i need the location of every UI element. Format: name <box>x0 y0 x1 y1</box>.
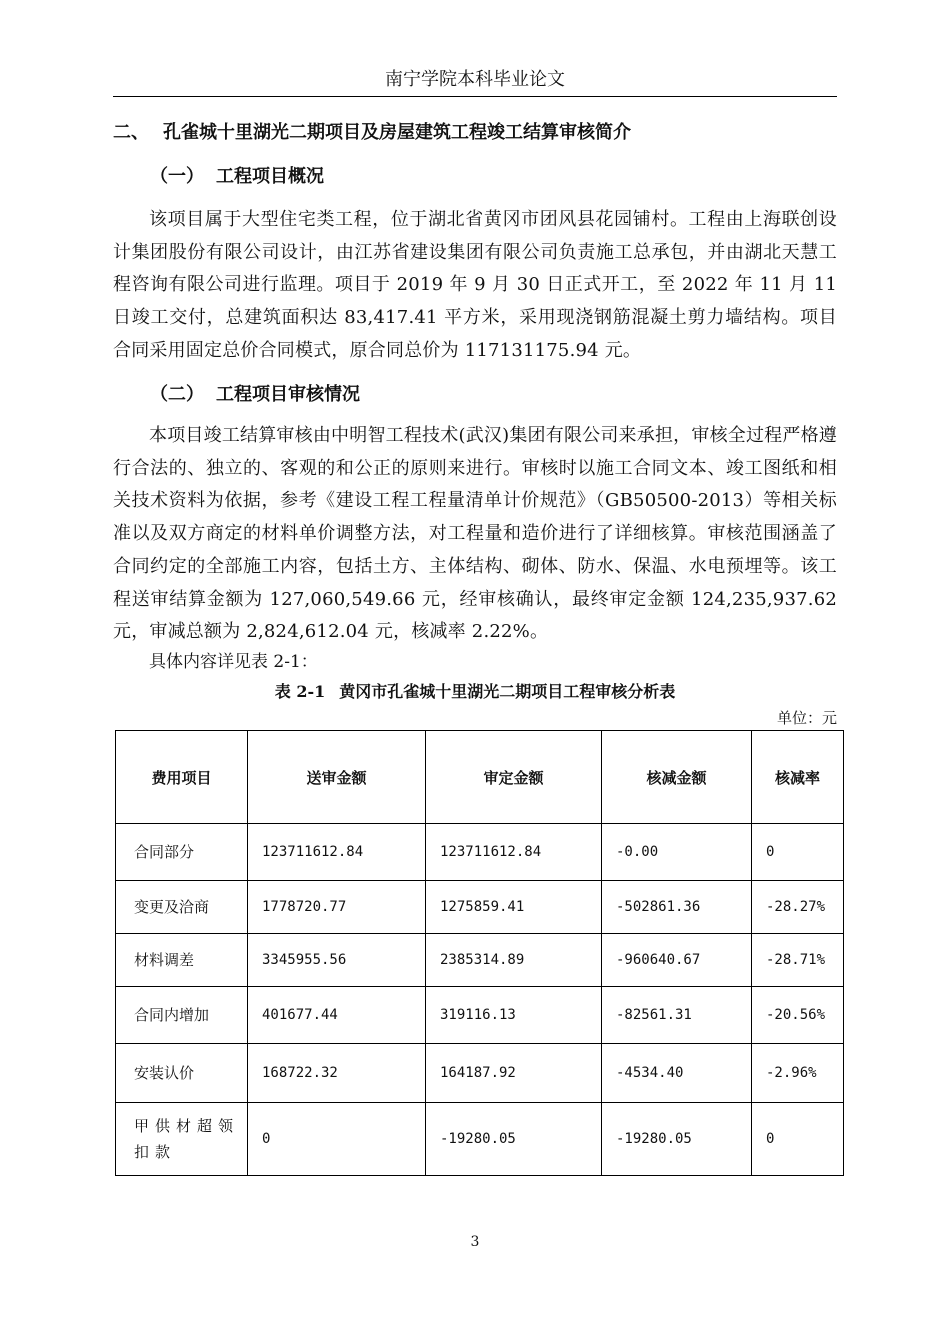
subsection-heading-1 <box>150 162 324 192</box>
table-cell: -4534.40 <box>602 1044 752 1103</box>
column-header: 审定金额 <box>426 731 602 824</box>
section-heading <box>113 118 837 148</box>
table-cell: 0 <box>752 824 844 881</box>
subsection-title-2: 工程项目审核情况 <box>216 384 360 405</box>
table-cell: 材料调差 <box>116 934 248 987</box>
table-cell: 168722.32 <box>248 1044 426 1103</box>
table-cell: -502861.36 <box>602 881 752 934</box>
table-cell: -28.27% <box>752 881 844 934</box>
table-cell: -2.96% <box>752 1044 844 1103</box>
audit-analysis-table <box>115 730 844 1176</box>
table-cell: -20.56% <box>752 987 844 1044</box>
table-row <box>116 1044 844 1103</box>
table-cell: 0 <box>248 1103 426 1176</box>
table-cell: 123711612.84 <box>248 824 426 881</box>
table-row <box>116 824 844 881</box>
table-cell: 123711612.84 <box>426 824 602 881</box>
table-row <box>116 881 844 934</box>
subsection-heading-2 <box>150 380 360 410</box>
section-number: 二、 <box>113 122 149 143</box>
table-cell: 安装认价 <box>116 1044 248 1103</box>
table-row <box>116 987 844 1044</box>
column-header: 送审金额 <box>248 731 426 824</box>
table-cell: 变更及洽商 <box>116 881 248 934</box>
table-cell: 1778720.77 <box>248 881 426 934</box>
table-caption-text: 黄冈市孔雀城十里湖光二期项目工程审核分析表 <box>339 682 676 701</box>
column-header: 核减金额 <box>602 731 752 824</box>
table-cell: -19280.05 <box>602 1103 752 1176</box>
subsection-number-2: （二） <box>150 384 204 405</box>
subsection-title-1: 工程项目概况 <box>216 166 324 187</box>
header-divider <box>113 96 837 97</box>
column-header: 核减率 <box>752 731 844 824</box>
table-row <box>116 1103 844 1176</box>
table-cell: 2385314.89 <box>426 934 602 987</box>
table-cell: 164187.92 <box>426 1044 602 1103</box>
subsection-number-1: （一） <box>150 166 204 187</box>
table-cell: 1275859.41 <box>426 881 602 934</box>
page-number: 3 <box>470 1234 480 1250</box>
table-cell: 319116.13 <box>426 987 602 1044</box>
table-header-row <box>116 731 844 824</box>
table-cell: -82561.31 <box>602 987 752 1044</box>
section-title: 孔雀城十里湖光二期项目及房屋建筑工程竣工结算审核简介 <box>163 122 631 143</box>
table-cell: -19280.05 <box>426 1103 602 1176</box>
table-cell: 401677.44 <box>248 987 426 1044</box>
table-cell: -0.00 <box>602 824 752 881</box>
table-cell: 0 <box>752 1103 844 1176</box>
project-overview-paragraph: 该项目属于大型住宅类工程，位于湖北省黄冈市团风县花园铺村。工程由上海联创设计集团股份有限公司设计，由江苏省建设集团有限公司负责施工总承包，并由湖北天慧工程咨询有限公司进行监理。项目于 2019 年 9 月 30 日正式开工，至 2022 年 11 月 11 日竣工交付，总建筑面积达 83,417.41 平方米，采用现浇钢筋混凝土剪力墙结构。项目合同采用固定总价合同模式，原合同总价为 117131175.94 元。 <box>113 209 837 361</box>
table-cell: 3345955.56 <box>248 934 426 987</box>
table-cell: -960640.67 <box>602 934 752 987</box>
table-reference-text: 具体内容详见表 2-1： <box>149 652 318 672</box>
table-row <box>116 934 844 987</box>
table-caption <box>113 678 837 706</box>
table-cell: 合同部分 <box>116 824 248 881</box>
table-unit: 单位：元 <box>776 709 837 727</box>
audit-paragraph: 本项目竣工结算审核由中明智工程技术(武汉)集团有限公司来承担，审核全过程严格遵行合法的、独立的、客观的和公正的原则来进行。审核时以施工合同文本、竣工图纸和相关技术资料为依据，参考《建设工程工程量清单计价规范》（GB50500-2013）等相关标准以及双方商定的材料单价调整方法，对工程量和造价进行了详细核算。审核范围涵盖了合同约定的全部施工内容，包括土方、主体结构、砌体、防水、保温、水电预埋等。该工程送审结算金额为 127,060,549.66 元，经审核确认，最终审定金额 124,235,937.62 元，审减总额为 2,824,612.04 元，核减率 2.22%。 <box>113 425 837 643</box>
table-cell: 甲供材超领扣款 <box>116 1103 248 1176</box>
table-cell: -28.71% <box>752 934 844 987</box>
column-header: 费用项目 <box>116 731 248 824</box>
table-cell: 合同内增加 <box>116 987 248 1044</box>
table-caption-number: 表 2-1 <box>274 682 326 701</box>
page-header-title: 南宁学院本科毕业论文 <box>385 69 565 90</box>
